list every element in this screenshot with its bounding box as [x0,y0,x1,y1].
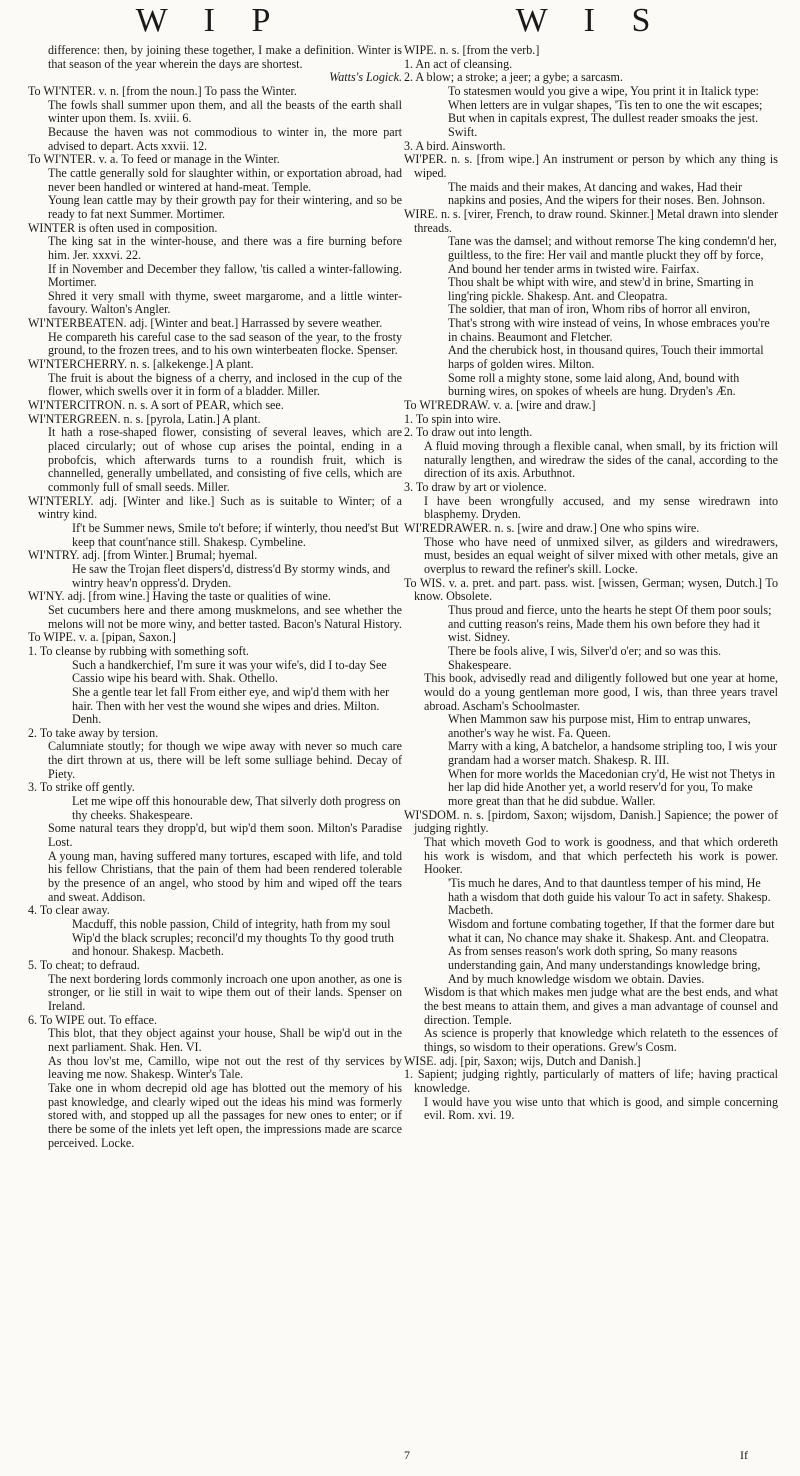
entry-quotation: I have been wrongfully accused, and my sense wiredrawn into blasphemy. Dryden. [424,493,778,522]
entry-quotation: Because the haven was not commodious to winter in, the more part advised to depart. Acts xxvii. 12. [48,124,402,153]
dictionary-entry: WI'PER. n. s. [from wipe.] An instrument or person by which any thing is wiped. [404,152,778,180]
entry-quotation: He compareth his careful case to the sad season of the year, to the frosty ground, to the frozen trees, and to his own winterbeaten flocke. Spenser. [48,329,402,358]
entry-quotation: To statesmen would you give a wipe, You print it in Italick type: When letters are in vulgar shapes, 'Tis ten to one the wit escapes; But when in capitals exprest, The dullest reader smoaks the jest. Swift. [448,83,763,139]
entry-sense: 3. To draw by art or violence. [404,480,547,494]
entry-quotation: This book, advisedly read and diligently followed but one year at home, would do a young gentleman more good, I wis, than three years travel abroad. Ascham's Schoolmaster. [424,671,778,713]
entry-sense: 2. A blow; a stroke; a jeer; a gybe; a sarcasm. [404,70,623,85]
dictionary-entry: WINTER is often used in composition. [28,220,218,235]
entry-sense: 1. Sapient; judging rightly, particularly of matters of life; having practical knowledge. [404,1067,778,1095]
entry-quotation: As from senses reason's work doth spring, So many reasons understanding gain, And many understandings knowledge bring, And by much knowledge wisdom we obtain. Davies. [448,944,761,986]
dictionary-entry: WI'NY. adj. [from wine.] Having the taste or qualities of wine. [28,589,331,604]
entry-sense: 5. To cheat; to defraud. [28,957,140,972]
entry-quotation: Those who have need of unmixed silver, as gilders and wiredrawers, must, besides an equal weight of silver mixed with other metals, give an overplus to reward the refiner's skill. Locke. [424,534,778,576]
entry-quotation: The cattle generally sold for slaughter within, or exportation abroad, had never been handled or wintered at hand-meat. Temple. [48,165,402,194]
entry-quotation: Thou shalt be whipt with wire, and stew'd in brine, Smarting in ling'ring pickle. Shakesp. Ant. and Cleopatra. [448,275,754,303]
entry-quotation: Some natural tears they dropp'd, but wip'd them soon. Milton's Paradise Lost. [48,821,402,850]
dictionary-entry: WI'SDOM. n. s. [pirdom, Saxon; wijsdom, Danish.] Sapience; the power of judging rightly. [404,807,778,836]
entry-sense: 6. To WIPE out. To efface. [28,1012,158,1027]
entry-quotation: The fruit is about the bigness of a cherry, and inclosed in the cup of the flower, which swells over it in form of a bladder. Miller. [48,370,402,399]
dictionary-entry: WIPE. n. s. [from the verb.] [404,44,540,57]
entry-quotation: As thou lov'st me, Camillo, wipe not out the rest of thy services by leaving me now. Shakesp. Winter's Tale. [48,1053,402,1082]
dictionary-entry: To WI'REDRAW. v. a. [wire and draw.] [404,398,596,413]
entry-sense: 3. A bird. Ainsworth. [404,138,506,153]
entry-quotation: When Mammon saw his purpose mist, Him to entrap unwares, another's way he wist. Fa. Queen. [448,712,751,740]
entry-quotation: Wisdom and fortune combating together, If that the former dare but what it can, No chance may shake it. Shakesp. Ant. and Cleopatra. [448,917,775,945]
entry-quotation: Marry with a king, A batchelor, a handsome stripling too, I wis your grandam had a worser match. Shakesp. R. III. [448,739,778,768]
entry-sense: 1. An act of cleansing. [404,56,513,71]
catchword: If [740,1448,748,1462]
entry-quotation: A fluid moving through a flexible canal, when small, by its friction will naturally lengthen, and wiredraw the sides of the canal, according to the direction of its axis. Arbuthnot. [424,439,778,481]
entry-sense: 2. To take away by tersion. [28,725,159,740]
entry-quotation: If't be Summer news, Smile to't before; if winterly, thou need'st But keep that count'nance still. Shakesp. Cymbeline. [72,520,399,549]
dictionary-entry: To WIS. v. a. pret. and part. pass. wist. [wissen, German; wysen, Dutch.] To know. Obsolete. [404,575,778,604]
entry-quotation: Such a handkerchief, I'm sure it was your wife's, did I to-day See Cassio wipe his beard with. Shak. Othello. [72,657,387,686]
dictionary-entry: WI'NTERCHERRY. n. s. [alkekenge.] A plant. [28,357,254,372]
entry-quotation: It hath a rose-shaped flower, consisting of several leaves, which are placed circularly; out of whose cup arises the pointal, ending in a probofcis, which afterwards turns to a roundish fruit, which is channelled, generally umbellated, and consisting of five cells, which are commonly full of small seeds. Miller. [48,425,402,494]
dictionary-entry: To WI'NTER. v. n. [from the noun.] To pass the Winter. [28,83,297,98]
entry-quotation: When for more worlds the Macedonian cry'd, He wist not Thetys in her lap did hide Another yet, a world reserv'd for you, To make more great than that he did subdue. Waller. [448,766,776,809]
dictionary-entry: To WI'NTER. v. a. To feed or manage in the Winter. [28,152,280,167]
entry-quotation: The maids and their makes, At dancing and wakes, Had their napkins and posies, And the wipers for their noses. Ben. Johnson. [448,179,766,208]
dictionary-entry: WI'NTERGREEN. n. s. [pyrola, Latin.] A plant. [28,411,261,426]
entry-quotation: Watts's Logick. [329,70,402,85]
entry-sense: 1. To spin into wire. [404,411,502,426]
dictionary-entry: WIRE. n. s. [virer, French, to draw round. Skinner.] Metal drawn into slender threads. [404,206,778,235]
entry-quotation: Take one in whom decrepid old age has blotted out the memory of his past knowledge, and clearly wiped out the ideas his mind was formerly stored with, and stopped up all the passages for new ones to enter; or if there be some of the inlets yet left open, the impressions made are scarce perceived. Locke. [48,1080,402,1150]
signature-mark: 7 [404,1448,410,1462]
entry-quotation: The soldier, that man of iron, Whom ribs of horror all environ, That's strong with wire instead of veins, In whose embraces you're in chains. Beaumont and Fletcher. [448,302,770,344]
entry-sense: 3. To strike off gently. [28,780,135,795]
entry-quotation: There be fools alive, I wis, Silver'd o'er; and so was this. Shakespeare. [448,643,722,672]
entry-sense: 2. To draw out into length. [404,425,533,440]
entry-quotation: Wisdom is that which makes men judge what are the best ends, and what the best means to attain them, and gives a man advantage of counsel and direction. Temple. [424,985,778,1027]
entry-quotation: If in November and December they fallow, 'tis called a winter-fallowing. Mortimer. [48,261,402,290]
entry-sense: 4. To clear away. [28,903,110,918]
entry-quotation: The king sat in the winter-house, and there was a fire burning before him. Jer. xxxvi. 22. [48,234,402,262]
entry-quotation: Shred it very small with thyme, sweet margarome, and a little winter-favoury. Walton's Angler. [48,288,402,317]
dictionary-entry: To WIPE. v. a. [pipan, Saxon.] [28,630,176,645]
entry-quotation: Tane was the damsel; and without remorse The king condemn'd her, guiltless, to the fire: Her vail and mantle pluckt they off by force, And bound her tender arms in twisted wire. Fairfax. [448,234,777,276]
entry-quotation: That which moveth God to work is goodness, and that which ordereth his work is wisdom, and that which perfecteth his work is power. Hooker. [424,835,778,877]
entry-quotation: The fowls shall summer upon them, and all the beasts of the earth shall winter upon them. Is. xviii. 6. [48,97,402,126]
entry-quotation: And the cherubick host, in thousand quires, Touch their immortal harps of golden wires. Milton. [448,343,764,372]
entry-quotation: Some roll a mighty stone, some laid along, And, bound with burning wires, on spokes of wheels are hung. Dryden's Æn. [448,370,740,399]
entry-quotation: I would have you wise unto that which is good, and simple concerning evil. Rom. xvi. 19. [424,1094,778,1123]
dictionary-entry: WI'NTRY. adj. [from Winter.] Brumal; hyemal. [28,548,258,563]
dictionary-entry: WI'NTERCITRON. n. s. A sort of PEAR, which see. [28,398,284,413]
entry-quotation: Set cucumbers here and there among muskmelons, and see whether the melons will not be more winy, and better tasted. Bacon's Natural History. [48,602,402,631]
entry-quotation: Thus proud and fierce, unto the hearts he stept Of them poor souls; and cutting reason's reins, Made them his own before they had it wist. Sidney. [448,602,772,645]
entry-quotation: She a gentle tear let fall From either eye, and wip'd them with her hair. Then with her vest the wound she wipes and dries. Milton. Denh. [72,684,390,727]
entry-quotation: Let me wipe off this honourable dew, That silverly doth progress on thy cheeks. Shakespeare. [72,794,401,822]
left-column [28,44,402,1454]
right-column [404,44,778,1454]
entry-quotation: 'Tis much he dares, And to that dauntless temper of his mind, He hath a wisdom that doth guide his valour To act in safety. Shakesp. Macbeth. [448,876,771,918]
entry-quotation: A young man, having suffered many tortures, escaped with life, and told his fellow Christians, that the pain of them had been rendered tolerable by the presence of an angel, who stood by him and wiped off the tears and sweat. Addison. [48,848,402,904]
running-head-left: W I P [135,2,285,39]
entry-quotation: Calumniate stoutly; for though we wipe away with never so much care the dirt thrown at us, there will be left some sulliage behind. Decay of Piety. [48,739,402,781]
entry-quotation: Young lean cattle may by their growth pay for their wintering, and so be ready to fat next Summer. Mortimer. [48,193,402,221]
entry-quotation: Macduff, this noble passion, Child of integrity, hath from my soul Wip'd the black scruples; reconcil'd my thoughts To thy good truth and honour. Shakesp. Macbeth. [72,917,394,959]
dictionary-entry: WI'NTERLY. adj. [Winter and like.] Such as is suitable to Winter; of a wintry kind. [28,493,402,522]
entry-quotation: As science is properly that knowledge which relateth to the essences of things, so wisdom to their operations. Grew's Cosm. [424,1026,778,1054]
entry-quotation: difference: then, by joining these together, I make a definition. Winter is that season of the year wherein the days are shortest. [48,44,402,71]
entry-quotation: The next bordering lords commonly incroach one upon another, as one is stronger, or lie still in wait to wipe them out of their lands. Spenser on Ireland. [48,971,402,1013]
dictionary-entry: WISE. adj. [pir, Saxon; wijs, Dutch and Danish.] [404,1053,641,1068]
running-head-right: W I S [515,2,665,39]
dictionary-entry: WI'REDRAWER. n. s. [wire and draw.] One who spins wire. [404,520,700,535]
entry-quotation: He saw the Trojan fleet dispers'd, distress'd By stormy winds, and wintry heav'n oppress'd. Dryden. [72,561,391,590]
entry-sense: 1. To cleanse by rubbing with something soft. [28,643,249,658]
dictionary-entry: WI'NTERBEATEN. adj. [Winter and beat.] Harrassed by severe weather. [28,316,383,331]
entry-quotation: This blot, that they object against your house, Shall be wip'd out in the next parliament. Shak. Hen. VI. [48,1026,402,1054]
